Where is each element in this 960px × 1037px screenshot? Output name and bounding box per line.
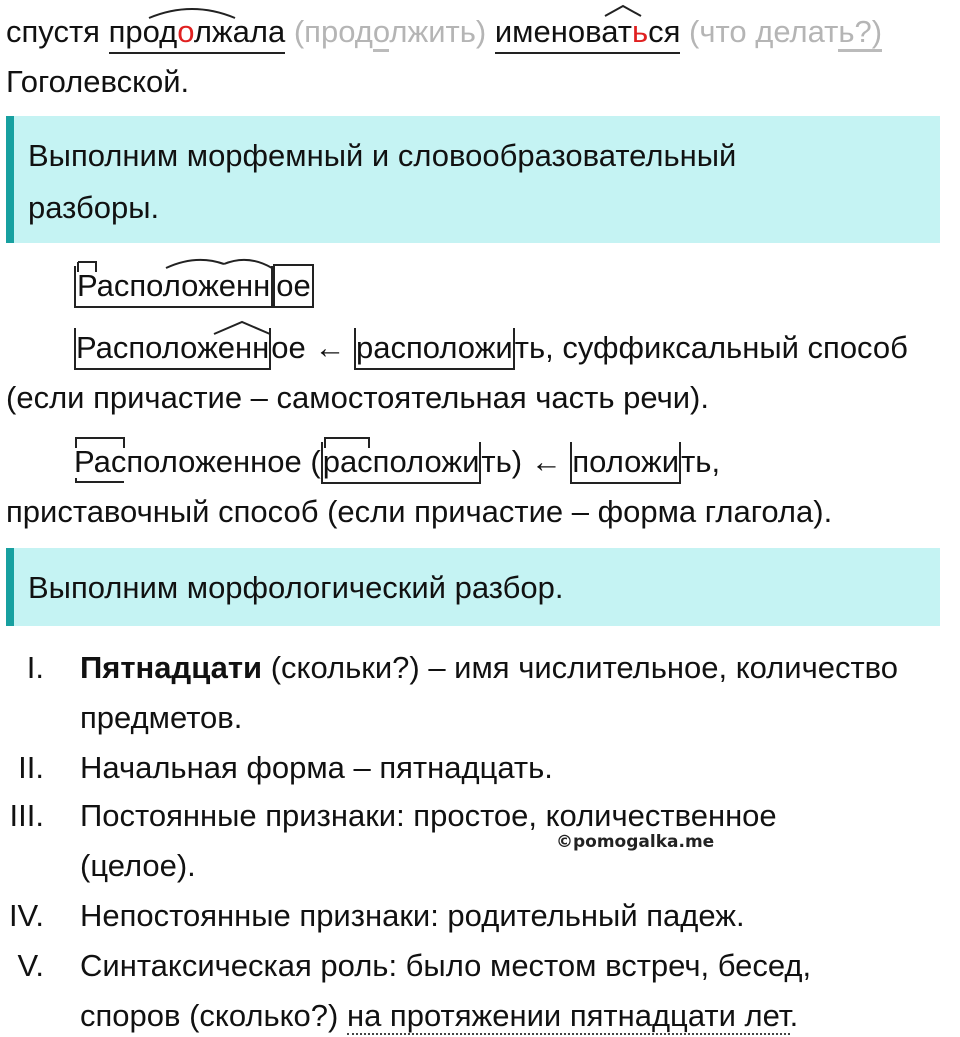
word-spustya: спустя — [6, 14, 100, 49]
hint-chto-delat: (что делать?) — [689, 14, 882, 52]
morphemic-parse — [74, 264, 314, 308]
derivation-prefixal-note: приставочный способ (если причастие – форма глагола). — [6, 494, 833, 529]
list-text: Пятнадцати (скольки?) – имя числительное, количество — [80, 650, 899, 685]
hint-prodolzhit: (продолжить) — [294, 14, 486, 52]
inner-source-word: расположи — [321, 442, 482, 484]
derived-word-2: Расположенное ( — [74, 442, 321, 482]
list-number: II. — [18, 750, 44, 785]
derivation-suffixal-note: (если причастие – самостоятельная часть речи). — [6, 380, 709, 415]
watermark: ©pomogalka.me — [556, 832, 715, 852]
morpheme-ending: ое — [273, 264, 313, 308]
list-text-cont: споров (сколько?) на протяжении пятнадцати лет. — [80, 998, 799, 1033]
source-word-2: положи — [570, 442, 681, 484]
predicate-imenovatsya: именоваться — [495, 12, 681, 54]
callout-morphological — [6, 548, 940, 626]
derived-word-1: Расположенн — [74, 328, 271, 370]
soft-sign: ь — [631, 14, 649, 49]
list-number: I. — [26, 650, 44, 685]
arrow-left-icon: ← — [530, 444, 562, 479]
morpheme-stem: Расположенн — [74, 266, 273, 308]
adverbial-phrase: на протяжении пятнадцати лет — [346, 998, 790, 1033]
top-line-2: Гоголевской. — [6, 64, 190, 99]
predicate-prodolzhala: продолжала — [109, 12, 286, 54]
list-text-cont: предметов. — [80, 700, 243, 735]
callout-morphemic-line-2: разборы. — [28, 190, 160, 225]
arrow-left-icon: ← — [314, 330, 346, 365]
callout-morphemic — [6, 116, 940, 243]
list-text: Синтаксическая роль: было местом встреч, бесед, — [80, 948, 812, 983]
derivation-suffixal: Расположенн ое ← расположить, суффиксальный способ — [74, 328, 908, 370]
callout-morphological-line-1: Выполним морфологический разбор. — [28, 570, 564, 605]
list-number: III. — [9, 798, 44, 833]
list-text: Начальная форма – пятнадцать. — [80, 750, 553, 785]
source-word-1: расположи — [354, 328, 515, 370]
top-line-1 — [6, 12, 882, 54]
derivation-prefixal: Расположенное ( расположи ть) ← положить, — [74, 442, 720, 484]
list-text: Постоянные признаки: простое, количественное — [80, 798, 777, 833]
stressed-vowel: о — [177, 14, 194, 49]
list-text: Непостоянные признаки: родительный падеж. — [80, 898, 745, 933]
callout-morphemic-line-1: Выполним морфемный и словообразовательный — [28, 138, 737, 173]
list-number: V. — [17, 948, 44, 983]
stem-bracket-icon — [74, 478, 126, 486]
list-number: IV. — [8, 898, 44, 933]
list-text-cont: (целое). — [80, 848, 196, 883]
